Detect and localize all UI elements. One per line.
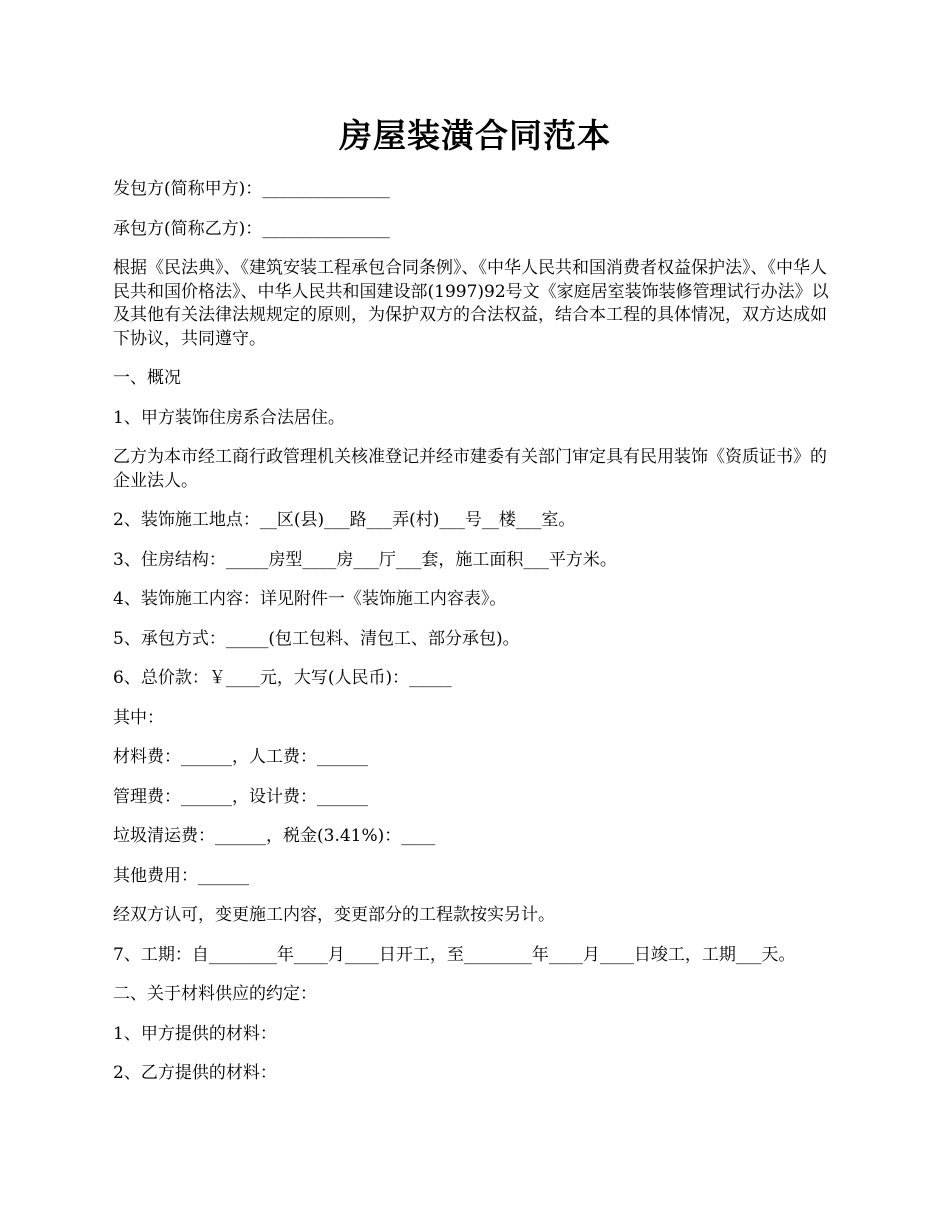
materials-party-a: 1、甲方提供的材料：	[113, 1023, 277, 1044]
clause-5-method: 5、承包方式：_____(包工包料、清包工、部分承包)。	[113, 628, 520, 649]
fee-line-material-labor: 材料费：______，人工费：______	[113, 747, 368, 767]
clause-7-schedule: 7、工期：自________年____月____日开工，至________年____月____日竣工，工期___天。	[113, 944, 796, 965]
party-b-line: 承包方(简称乙方)：_______________	[113, 218, 390, 239]
document-body	[113, 178, 843, 1102]
section-heading-overview: 一、概况	[113, 368, 181, 388]
clause-1-contractor-note: 乙方为本市经工商行政管理机关核准登记并经市建委有关部门审定具有民用装饰《资质证书》的企业法人。	[113, 447, 827, 491]
clause-3-structure: 3、住房结构：_____房型____房___厅___套，施工面积___平方米。	[113, 549, 617, 570]
clause-6-total-price: 6、总价款：￥____元，大写(人民币)：_____	[113, 668, 452, 688]
materials-party-b: 2、乙方提供的材料：	[113, 1063, 277, 1083]
fee-line-management-design: 管理费：______，设计费：______	[113, 786, 368, 807]
fee-line-other: 其他费用：______	[113, 865, 249, 886]
clause-4-content: 4、装饰施工内容：详见附件一《装饰施工内容表》。	[113, 589, 507, 609]
party-a-line: 发包方(简称甲方)：_______________	[113, 179, 390, 199]
clause-1: 1、甲方装饰住房系合法居住。	[113, 407, 345, 428]
section-heading-materials: 二、关于材料供应的约定：	[113, 984, 317, 1004]
change-note: 经双方认可，变更施工内容，变更部分的工程款按实另计。	[113, 905, 555, 925]
document-title: 房屋装潢合同范本	[339, 116, 611, 155]
breakdown-heading: 其中：	[113, 707, 164, 728]
fee-line-cleanup-tax: 垃圾清运费：______，税金(3.41%)：____	[113, 826, 436, 846]
preamble-paragraph: 根据《民法典》、《建筑安装工程承包合同条例》、《中华人民共和国消费者权益保护法》、《中华人民共和国价格法》、中华人民共和国建设部(1997)92号文《家庭居室装饰装修管理试行办法》以及其他有关法律法规规定的原则，为保护双方的合法权益，结合本工程的具体情况，双方达成如下协议，共同遵守。	[113, 258, 829, 349]
clause-2-location: 2、装饰施工地点：__区(县)___路___弄(村)___号__楼___室。	[113, 510, 576, 530]
